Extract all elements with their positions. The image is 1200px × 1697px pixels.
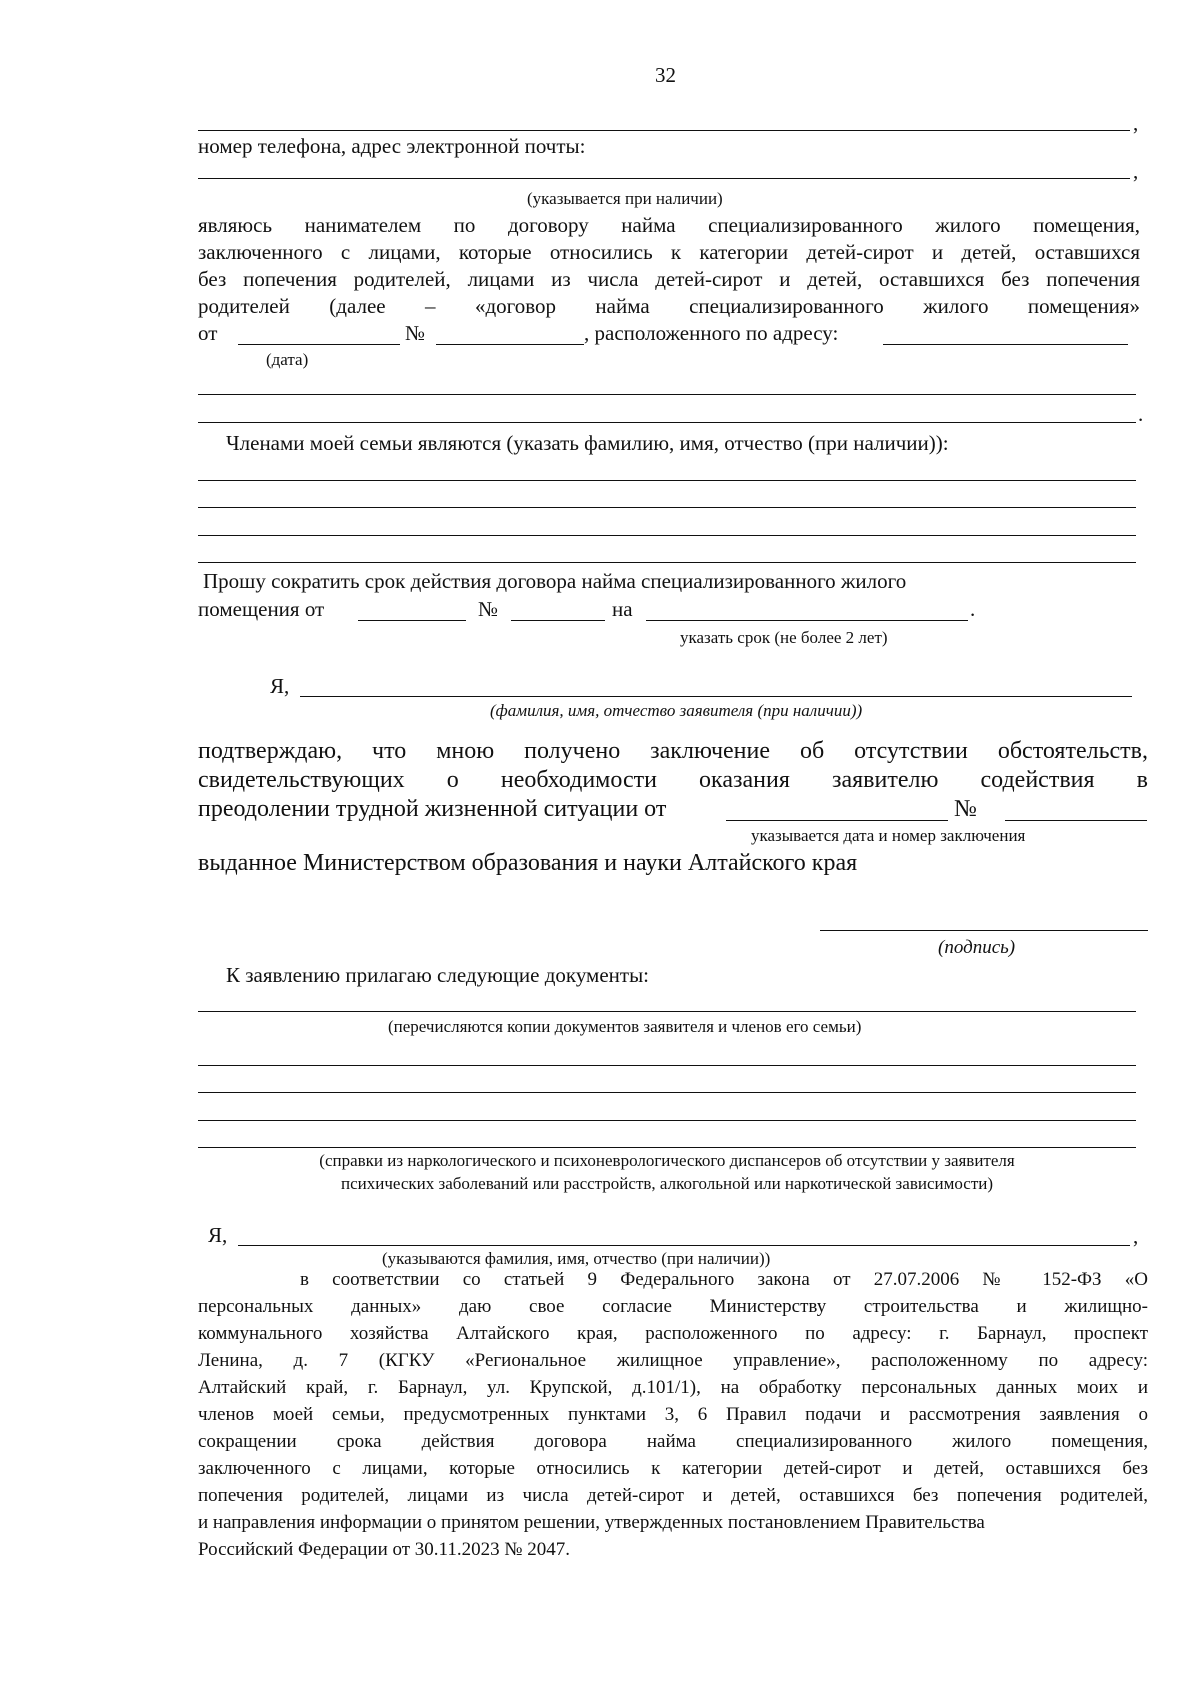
attach-label: К заявлению прилагаю следующие документы: bbox=[226, 963, 650, 987]
address-continuation-line[interactable] bbox=[198, 422, 1136, 423]
date-hint: (дата) bbox=[266, 350, 309, 369]
certificate-hint: психических заболеваний или расстройств, алкогольной или наркотической зависимости) bbox=[340, 1174, 994, 1193]
number-sign: № bbox=[405, 321, 426, 345]
address-continuation-line[interactable] bbox=[198, 394, 1136, 395]
tenant-line: родителей (далее – «договор найма специализированного жилого помещения» bbox=[198, 294, 1140, 318]
comma-mark: , bbox=[1133, 111, 1139, 135]
consent-line: Алтайский край, г. Барнаул, ул. Крупской, д.101/1), на обработку персональных данных моих и bbox=[198, 1377, 1148, 1398]
attachment-line[interactable] bbox=[198, 1120, 1136, 1121]
confirm-line: свидетельствующих о необходимости оказания заявителю содействия в bbox=[198, 767, 1148, 793]
signature-hint: (подпись) bbox=[938, 937, 1016, 958]
consent-line: членов моей семьи, предусмотренных пунктами 3, 6 Правил подачи и рассмотрения заявления о bbox=[198, 1404, 1148, 1425]
tenant-line: заключенного с лицами, которые относились к категории детей-сирот и детей, оставшихся bbox=[198, 240, 1140, 264]
number-sign: № bbox=[478, 597, 499, 621]
family-member-line[interactable] bbox=[198, 507, 1136, 508]
number-sign: № bbox=[954, 796, 977, 822]
certificate-hint: (справки из наркологического и психоневрологического диспансеров об отсутствии у заявителя bbox=[319, 1151, 1015, 1170]
confirm-line: подтверждаю, что мною получено заключение об отсутствии обстоятельств, bbox=[198, 738, 1148, 764]
issued-by-text: выданное Министерством образования и науки Алтайского края bbox=[198, 850, 858, 876]
request-text: Прошу сократить срок действия договора найма специализированного жилого bbox=[203, 569, 907, 593]
consent-line: персональных данных» даю свое согласие Министерству строительства и жилищно- bbox=[198, 1296, 1148, 1317]
attachment-line[interactable] bbox=[198, 1065, 1136, 1066]
address-field-line bbox=[198, 130, 1130, 131]
family-member-line[interactable] bbox=[198, 562, 1136, 563]
request-date-field[interactable] bbox=[358, 620, 466, 621]
tenant-line: без попечения родителей, лицами из числа детей-сирот и детей, оставшихся без попечения bbox=[198, 267, 1140, 291]
consent-line: и направления информации о принятом решении, утвержденных постановлением Правительства bbox=[198, 1512, 985, 1533]
consent-line: сокращении срока действия договора найма специализированного жилого помещения, bbox=[198, 1431, 1148, 1452]
request-text-line2: помещения от bbox=[198, 597, 325, 621]
located-at-label: , расположенного по адресу: bbox=[584, 321, 839, 345]
conclusion-hint: указывается дата и номер заключения bbox=[751, 826, 1026, 845]
comma-mark: , bbox=[1133, 1224, 1139, 1248]
attachment-line[interactable] bbox=[198, 1092, 1136, 1093]
attach-hint: (перечисляются копии документов заявителя и членов его семьи) bbox=[388, 1017, 862, 1036]
contract-number-field[interactable] bbox=[436, 344, 584, 345]
consent-line: Ленина, д. 7 (КГКУ «Региональное жилищное управление», расположенному по адресу: bbox=[198, 1350, 1148, 1371]
family-member-line[interactable] bbox=[198, 480, 1136, 481]
conclusion-date-field[interactable] bbox=[726, 820, 948, 821]
confirm-line: преодолении трудной жизненной ситуации от bbox=[198, 796, 667, 822]
contact-hint: (указывается при наличии) bbox=[527, 189, 723, 208]
conclusion-number-field[interactable] bbox=[1005, 820, 1147, 821]
period-mark: . bbox=[970, 597, 976, 621]
consent-line: коммунального хозяйства Алтайского края, расположенного по адресу: г. Барнаул, проспект bbox=[198, 1323, 1148, 1344]
contract-from-label: от bbox=[198, 321, 218, 345]
period-mark: . bbox=[1138, 402, 1144, 426]
consent-line: заключенного с лицами, которые относились к категории детей-сирот и детей, оставшихся без bbox=[198, 1458, 1148, 1479]
consent-line: попечения родителей, лицами из числа детей-сирот и детей, оставшихся без попечения родителей, bbox=[198, 1485, 1148, 1506]
i-label: Я, bbox=[208, 1223, 228, 1247]
contact-field-line bbox=[198, 178, 1130, 179]
consent-name-field[interactable] bbox=[238, 1245, 1130, 1246]
attachment-line[interactable] bbox=[198, 1147, 1136, 1148]
applicant-hint: (фамилия, имя, отчество заявителя (при наличии)) bbox=[490, 701, 863, 720]
contact-label: номер телефона, адрес электронной почты: bbox=[198, 134, 586, 158]
consent-name-hint: (указываются фамилия, имя, отчество (при наличии)) bbox=[382, 1249, 771, 1268]
request-number-field[interactable] bbox=[511, 620, 605, 621]
applicant-name-field[interactable] bbox=[300, 696, 1132, 697]
request-term-field[interactable] bbox=[646, 620, 968, 621]
contract-date-field[interactable] bbox=[238, 344, 400, 345]
consent-line: Российский Федерации от 30.11.2023 № 2047. bbox=[198, 1539, 570, 1560]
property-address-field[interactable] bbox=[883, 344, 1128, 345]
attachment-line[interactable] bbox=[198, 1011, 1136, 1012]
family-members-label: Членами моей семьи являются (указать фамилию, имя, отчество (при наличии)): bbox=[226, 431, 949, 455]
family-member-line[interactable] bbox=[198, 535, 1136, 536]
i-label: Я, bbox=[270, 674, 290, 698]
request-on-label: на bbox=[612, 597, 633, 621]
consent-line: в соответствии со статьей 9 Федерального закона от 27.07.2006 № 152-ФЗ «О bbox=[300, 1269, 1148, 1290]
tenant-line: являюсь нанимателем по договору найма специализированного жилого помещения, bbox=[198, 213, 1140, 237]
signature-field[interactable] bbox=[820, 930, 1148, 931]
comma-mark: , bbox=[1133, 159, 1139, 183]
page-number: 32 bbox=[655, 63, 676, 87]
request-term-hint: указать срок (не более 2 лет) bbox=[680, 628, 888, 647]
